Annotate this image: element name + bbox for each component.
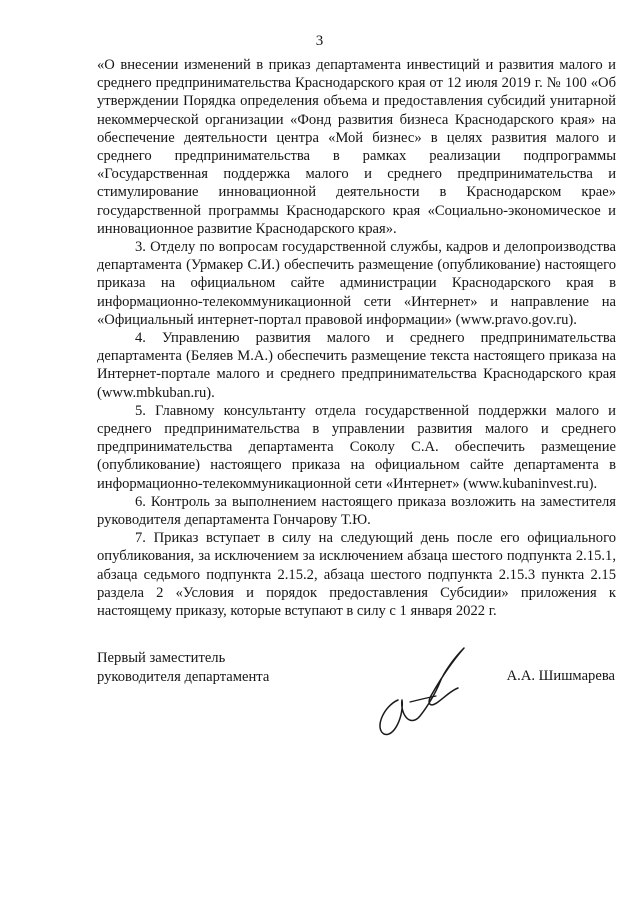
paragraph-7: 7. Приказ вступает в силу на следующий день после его официального опубликования, за исключением за исключением абзаца шестого подпункта 2.15.1, абзаца седьмого подпункта 2.15.2, абзаца шестого подпункта 2.15.3 пункта 2.15 раздела 2 «Условия и порядок предоставления Субсидии» приложения к настоящему приказу, которые вступают в силу с 1 января 2022 г. <box>97 530 616 620</box>
signatory-title-line-1: Первый заместитель <box>97 650 226 666</box>
paragraph-6: 6. Контроль за выполнением настоящего приказа возложить на заместителя руководителя департамента Гончарову Т.Ю. <box>97 493 616 529</box>
page-number: 3 <box>315 33 324 49</box>
signatory-title <box>97 649 269 686</box>
signatory-title-line-2: руководителя департамента <box>97 668 270 685</box>
paragraph-2-continuation: «О внесении изменений в приказ департамента инвестиций и развития малого и среднего предпринимательства Краснодарского края от 12 июля 2019 г. № 100 «Об утверждении Порядка определения объема и предоставления субсидий унитарной некоммерческой организации «Фонд развития бизнеса Краснодарского края» на обеспечение деятельности центра «Мой бизнес» в целях развития малого и среднего предпринимательства в рамках реализации подпрограммы «Государственная поддержка малого и среднего предпринимательства и стимулирование инновационной деятельности в Краснодарском крае» государственной программы Краснодарского края «Социально-экономическое и инновационное развитие Краснодарского края». <box>97 57 616 237</box>
paragraph-4: 4. Управлению развития малого и среднего предпринимательства департамента (Беляев М.А.) обеспечить размещение текста настоящего приказа на Интернет-портале малого и среднего предпринимательства Краснодарского края (www.mbkuban.ru). <box>97 330 616 401</box>
document-body <box>97 56 616 620</box>
paragraph-3: 3. Отделу по вопросам государственной службы, кадров и делопроизводства департамента (Урмакер С.И.) обеспечить размещение (опубликование) настоящего приказа на официальном сайте администрации Краснодарского края в информационно-телекоммуникационной сети «Интернет» и направление на «Официальный интернет-портал правовой информации» (www.pravo.gov.ru). <box>97 239 616 328</box>
paragraph-5: 5. Главному консультанту отдела государственной поддержки малого и среднего предпринимательства в управлении развития малого и среднего предпринимательства департамента Соколу С.А. обеспечить размещение (опубликование) настоящего приказа на официальном сайте департамента в информационно-телекоммуникационной сети «Интернет» (www.kubaninvest.ru). <box>97 402 616 492</box>
handwritten-signature <box>370 642 480 742</box>
signatory-name: А.А. Шишмарева <box>506 668 615 684</box>
